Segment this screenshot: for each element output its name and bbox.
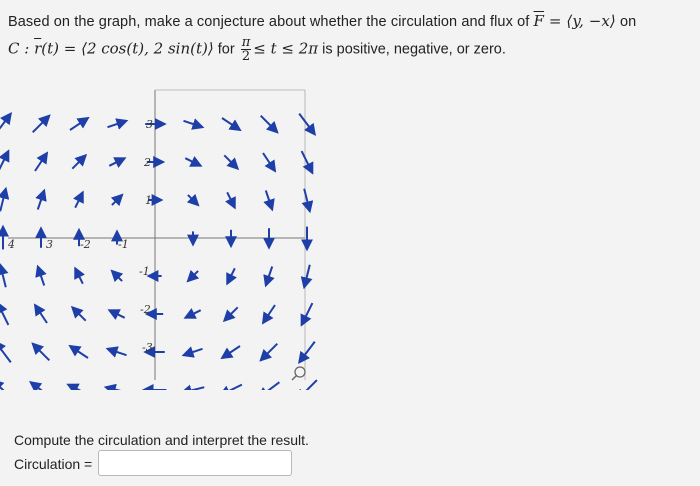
field-arrow	[297, 380, 317, 390]
field-arrow	[75, 268, 83, 283]
compute-prompt: Compute the circulation and interpret the result.	[14, 432, 309, 448]
question-end: is positive, negative, or zero.	[318, 41, 506, 58]
curve-vector: $\overline{r}$	[34, 39, 42, 58]
question-line-2	[8, 36, 506, 63]
field-arrow	[263, 153, 275, 171]
field-arrow	[259, 382, 280, 390]
field-arrow	[72, 307, 85, 320]
field-arrow	[220, 385, 242, 390]
field-arrow	[222, 118, 240, 130]
field-arrow	[68, 385, 90, 390]
y-tick-label: -3	[142, 341, 153, 354]
field-arrow	[266, 191, 272, 210]
field-arrow	[0, 380, 13, 390]
field-arrow	[35, 153, 47, 171]
y-tick-label: 1	[145, 194, 152, 207]
vector-field-graph	[0, 70, 340, 390]
field-arrow	[33, 116, 50, 133]
field-arrow	[112, 271, 122, 281]
field-arrow	[299, 342, 315, 363]
field-arrow	[266, 267, 272, 286]
field-arrow	[302, 303, 313, 325]
question-intro: Based on the graph, make a conjecture about whether the circulation and flux of	[8, 14, 534, 30]
for-word: for	[213, 41, 239, 58]
field-arrow	[224, 307, 237, 320]
field-vector: $\overline{F}$	[533, 12, 545, 30]
field-arrow	[35, 305, 47, 323]
vector-arrows	[0, 114, 317, 390]
parameter-range: ≤ t ≤ 2π	[253, 39, 319, 58]
curve-definition: (t) = ⟨2 cos(t), 2 sin(t)⟩	[41, 39, 214, 58]
field-arrow	[184, 349, 203, 355]
field-arrow	[224, 155, 237, 168]
field-arrow	[70, 118, 88, 130]
x-tick-label: -1	[118, 238, 129, 251]
field-arrow	[188, 195, 198, 205]
x-tick-label: -2	[80, 238, 91, 251]
field-definition: = ⟨y, −x⟩	[544, 12, 616, 30]
field-arrow	[72, 155, 85, 168]
field-arrow	[0, 114, 11, 135]
field-arrow	[261, 344, 278, 361]
field-arrow	[184, 121, 203, 127]
field-arrow	[302, 151, 313, 173]
field-arrow	[227, 268, 235, 283]
pi-over-two-fraction	[241, 36, 252, 63]
field-arrow	[75, 192, 83, 207]
field-arrow	[33, 344, 50, 361]
field-arrow	[227, 192, 235, 207]
field-arrow	[0, 303, 8, 325]
field-arrow	[31, 382, 52, 390]
y-tick-label: -2	[140, 303, 151, 316]
circulation-input[interactable]	[98, 450, 292, 476]
field-arrow	[108, 349, 127, 355]
field-arrow	[106, 387, 129, 390]
field-arrow	[38, 267, 44, 286]
field-arrow	[299, 114, 315, 135]
field-arrow	[222, 346, 240, 358]
x-tick-label: 3	[46, 238, 53, 251]
field-arrow	[188, 271, 198, 281]
field-arrow	[112, 195, 122, 205]
field-arrow	[261, 116, 278, 133]
field-arrow	[108, 121, 127, 127]
field-arrow	[185, 310, 200, 318]
field-arrow	[0, 342, 11, 363]
field-arrow	[70, 346, 88, 358]
y-tick-label: -1	[139, 265, 150, 278]
curve-label: C :	[8, 39, 35, 58]
y-tick-label: 2	[144, 156, 151, 169]
field-symbol	[534, 12, 616, 30]
question-line-1	[8, 12, 636, 30]
magnifier-icon[interactable]	[292, 367, 305, 380]
field-arrow	[38, 191, 44, 210]
field-arrow	[109, 158, 124, 166]
field-arrow	[263, 305, 275, 323]
field-arrow	[0, 265, 6, 288]
field-arrow	[0, 151, 8, 173]
field-arrow	[185, 158, 200, 166]
fraction-denominator: 2	[241, 49, 251, 64]
y-tick-label: 3	[146, 118, 153, 131]
circulation-label: Circulation =	[14, 456, 93, 472]
question-on: on	[615, 14, 637, 30]
fraction-numerator: π	[241, 35, 251, 50]
x-tick-label: 4	[8, 238, 15, 251]
field-arrow	[182, 387, 205, 390]
field-arrow	[109, 310, 124, 318]
field-arrow	[0, 189, 6, 212]
